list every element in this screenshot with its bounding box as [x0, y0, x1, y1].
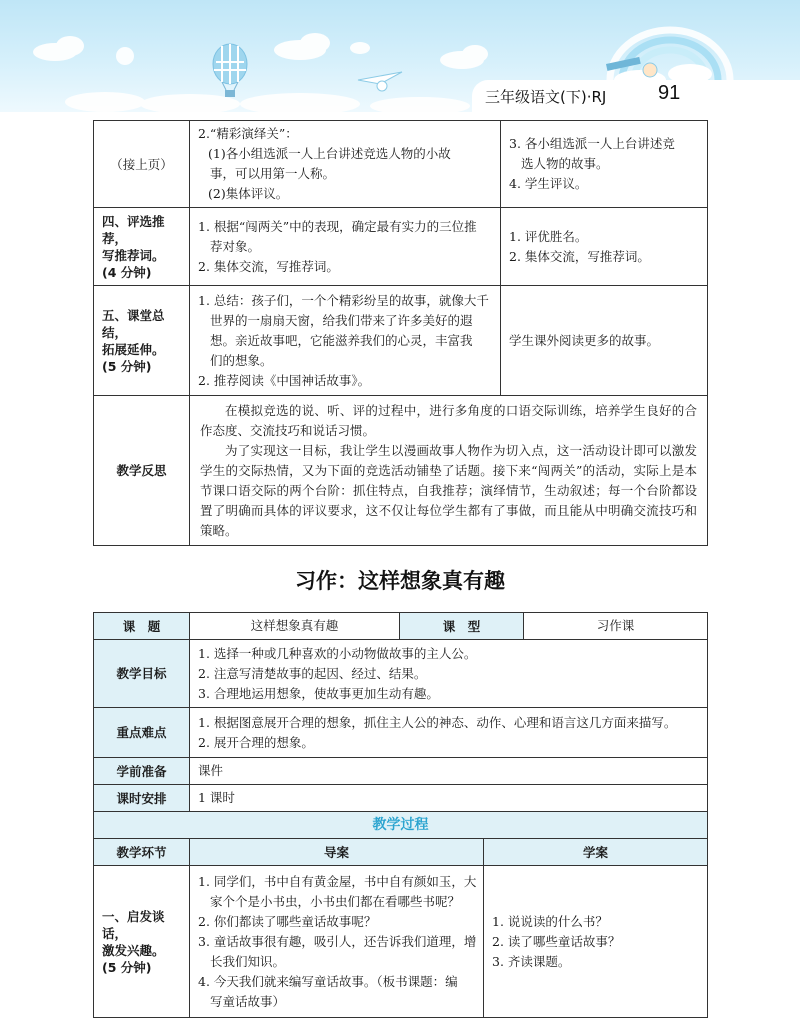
glider-icon	[358, 72, 402, 91]
table-row	[94, 708, 708, 758]
schedule-label: 课时安排	[94, 785, 190, 812]
section-title: 习作：这样想象真有趣	[295, 569, 505, 593]
guide-cell: 2.“精彩演绎关”： (1)各小组选派一人上台讲述竞选人物的小故 事，可以用第一人称。 (2)集体评议。	[190, 121, 501, 208]
table-row	[94, 812, 708, 839]
reflection-text: 在模拟竞选的说、听、评的过程中，进行多角度的口语交际训练，培养学生良好的合作态度、交流技巧和说话习惯。 为了实现这一目标，我让学生以漫画故事人物作为切入点，这一活动设计即可以激发学生的交际热情，又为下面的竞选活动铺垫了话题。接下来“闯两关”的活动，实际上是本节课口语交际的两个台阶：抓住特点，自我推荐；演绎情节，生动叙述；每一个台阶都设置了明确而具体的评议要求，这不仅让每位学生都有了事做，而且能从中明确交流技巧和策略。	[190, 396, 708, 546]
table-row	[94, 839, 708, 866]
col-guide-header: 导案	[190, 839, 484, 866]
stage-cell: （接上页）	[94, 121, 190, 208]
process-table	[93, 838, 708, 1018]
study-cell: 1. 评优胜名。 2. 集体交流，写推荐词。	[501, 208, 708, 286]
reflection-label: 教学反思	[94, 396, 190, 546]
table-row	[94, 286, 708, 396]
guide-cell: 1. 总结：孩子们，一个个精彩纷呈的故事，就像大千 世界的一扇扇天窗，给我们带来了许多美好的遐 想。亲近故事吧，它能滋养我们的心灵，丰富我 们的想象。 2. 推荐阅读《中国神话故事》。	[190, 286, 501, 396]
topic-value: 这样想象真有趣	[190, 613, 400, 640]
cloud-icon	[33, 33, 488, 112]
hot-air-balloon-icon	[213, 44, 247, 97]
prep-value: 课件	[190, 758, 708, 785]
table-row	[94, 121, 708, 208]
type-value: 习作课	[524, 613, 708, 640]
guide-cell: 1. 同学们，书中自有黄金屋，书中自有颜如玉，大 家个个是小书虫，小书虫们都在看哪些书呢？ 2. 你们都读了哪些童话故事呢？ 3. 童话故事很有趣，吸引人，还告诉我们道理，增 长我们知识。 4. 今天我们就来编写童话故事。（板书课题：编 写童话故事）	[190, 866, 484, 1018]
process-title: 教学过程	[94, 812, 708, 839]
study-cell: 3. 各小组选派一人上台讲述竞 选人物的故事。 4. 学生评议。	[501, 121, 708, 208]
table-row	[94, 208, 708, 286]
stage-cell: 五、课堂总结， 拓展延伸。 (5 分钟)	[94, 286, 190, 396]
goals-list: 1. 选择一种或几种喜欢的小动物做故事的主人公。 2. 注意写清楚故事的起因、经过、结果。 3. 合理地运用想象，使故事更加生动有趣。	[190, 640, 708, 708]
lesson-continued-table	[93, 120, 708, 546]
table-row	[94, 613, 708, 640]
table-row	[94, 866, 708, 1018]
goals-label: 教学目标	[94, 640, 190, 708]
stage-cell: 四、评选推荐， 写推荐词。 (4 分钟)	[94, 208, 190, 286]
lesson-plan-table	[93, 612, 708, 839]
table-row	[94, 785, 708, 812]
schedule-value: 1 课时	[190, 785, 708, 812]
type-label: 课 型	[400, 613, 524, 640]
table-row	[94, 758, 708, 785]
col-stage-header: 教学环节	[94, 839, 190, 866]
sun-icon	[116, 47, 134, 65]
subject-label: 三年级语文(下)·RJ	[485, 88, 607, 106]
focus-label: 重点难点	[94, 708, 190, 758]
prep-label: 学前准备	[94, 758, 190, 785]
page-number: 91	[658, 82, 681, 104]
table-row	[94, 640, 708, 708]
topic-label: 课 题	[94, 613, 190, 640]
col-study-header: 学案	[484, 839, 708, 866]
stage-cell: 一、启发谈话， 激发兴趣。 (5 分钟)	[94, 866, 190, 1018]
header-banner	[0, 0, 800, 112]
focus-list: 1. 根据图意展开合理的想象，抓住主人公的神态、动作、心理和语言这几方面来描写。 2. 展开合理的想象。	[190, 708, 708, 758]
reflection-row	[94, 396, 708, 546]
guide-cell: 1. 根据“闯两关”中的表现，确定最有实力的三位推 荐对象。 2. 集体交流，写推荐词。	[190, 208, 501, 286]
study-cell: 学生课外阅读更多的故事。	[501, 286, 708, 396]
study-cell: 1. 说说读的什么书？ 2. 读了哪些童话故事？ 3. 齐读课题。	[484, 866, 708, 1018]
